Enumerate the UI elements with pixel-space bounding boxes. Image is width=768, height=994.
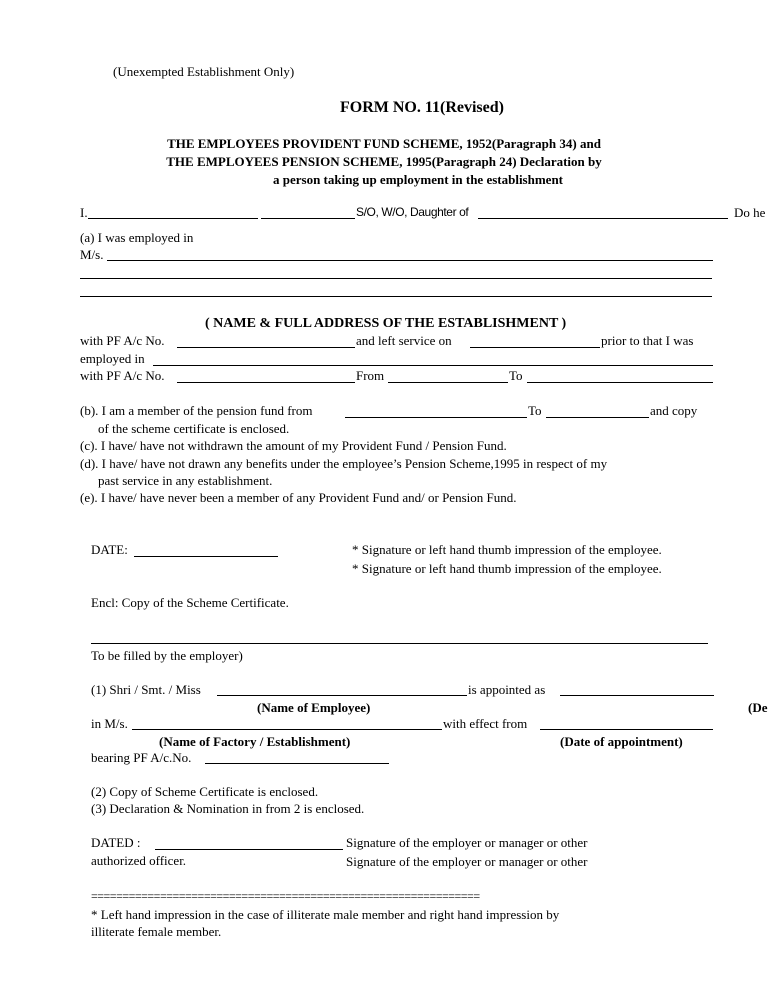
authorized-officer-label: authorized officer. [91, 853, 187, 868]
effect-from-label: with effect from [443, 716, 528, 731]
form-title: FORM NO. 11(Revised) [340, 99, 504, 116]
employer-item-2: (2) Copy of Scheme Certificate is enclosed. [91, 784, 319, 799]
appointment-date-caption: (Date of appointment) [560, 734, 683, 749]
shri-label: (1) Shri / Smt. / Miss [91, 682, 201, 697]
designation-caption: (De [748, 700, 768, 715]
appointment-date-field[interactable] [540, 729, 713, 730]
i-label: I. [80, 205, 88, 220]
decl-b-line-1: (b). I am a member of the pension fund from [80, 403, 313, 418]
establishment-name-field[interactable] [107, 260, 713, 261]
pension-from-field[interactable] [345, 417, 527, 418]
employer-signature-1: Signature of the employer or manager or other [346, 835, 588, 850]
decl-b-to: To [528, 403, 542, 418]
date-label: DATE: [91, 542, 128, 557]
previous-employer-field[interactable] [153, 365, 713, 366]
establishment-caption: ( NAME & FULL ADDRESS OF THE ESTABLISHMENT ) [205, 316, 567, 331]
subtitle-line-2: THE EMPLOYEES PENSION SCHEME, 1995(Paragraph 24) Declaration by [166, 154, 602, 169]
unexempted-note: (Unexempted Establishment Only) [113, 64, 295, 79]
subtitle-line-3: a person taking up employment in the establishment [273, 172, 563, 187]
decl-c: (c). I have/ have not withdrawn the amount of my Provident Fund / Pension Fund. [80, 438, 507, 453]
to-date-field[interactable] [527, 382, 713, 383]
to-label: To [509, 368, 523, 383]
footer-note-line-1: * Left hand impression in the case of illiterate male member and right hand impression by [91, 907, 560, 922]
employer-signature-2: Signature of the employer or manager or other [346, 854, 588, 869]
relation-label: S/O, W/O, Daughter of [356, 205, 469, 219]
pf-ac-label: with PF A/c No. [80, 333, 165, 348]
employee-name-field-2[interactable] [261, 218, 355, 219]
decl-d-line-1: (d). I have/ have not drawn any benefits under the employee’s Pension Scheme,1995 in respect of my [80, 456, 608, 471]
pf-account-field[interactable] [177, 347, 355, 348]
employed-in-2-label: employed in [80, 351, 145, 366]
enclosure-note: Encl: Copy of the Scheme Certificate. [91, 595, 289, 610]
employee-signature-1: * Signature or left hand thumb impression of the employee. [352, 542, 662, 557]
pension-to-field[interactable] [546, 417, 649, 418]
employer-item-3: (3) Declaration & Nomination in from 2 is enclosed. [91, 801, 365, 816]
bearing-pf-label: bearing PF A/c.No. [91, 750, 192, 765]
pf-ac-label-2: with PF A/c No. [80, 368, 165, 383]
decl-b-copy: and copy [650, 403, 698, 418]
decl-e: (e). I have/ have never been a member of any Provident Fund and/ or Pension Fund. [80, 490, 517, 505]
factory-caption: (Name of Factory / Establishment) [159, 734, 351, 749]
in-ms-label: in M/s. [91, 716, 128, 731]
establishment-address-line-2[interactable] [80, 296, 712, 297]
left-service-label: and left service on [356, 333, 452, 348]
name-of-employee-caption: (Name of Employee) [257, 700, 371, 715]
ms-label: M/s. [80, 247, 104, 262]
prior-to-label: prior to that I was [601, 333, 694, 348]
footer-note-line-2: illiterate female member. [91, 924, 222, 939]
do-hereby-label: Do he [734, 205, 766, 220]
from-date-field[interactable] [388, 382, 508, 383]
employer-heading: To be filled by the employer) [91, 648, 243, 663]
employee-name-field[interactable] [88, 218, 258, 219]
establishment-address-line-1[interactable] [80, 278, 712, 279]
dated-label: DATED : [91, 835, 141, 850]
employee-name-employer-field[interactable] [217, 695, 467, 696]
subtitle-line-1: THE EMPLOYEES PROVIDENT FUND SCHEME, 1952(Paragraph 34) and [167, 136, 601, 151]
father-name-field[interactable] [478, 218, 728, 219]
factory-name-field[interactable] [132, 729, 442, 730]
decl-d-line-2: past service in any establishment. [98, 473, 273, 488]
employer-pf-account-field[interactable] [205, 763, 389, 764]
left-service-date-field[interactable] [470, 347, 600, 348]
dated-field[interactable] [155, 849, 343, 850]
from-label: From [356, 368, 385, 383]
section-divider [91, 643, 708, 644]
footer-separator: ============================================================== [91, 889, 480, 903]
pf-account-2-field[interactable] [177, 382, 355, 383]
decl-b-line-2: of the scheme certificate is enclosed. [98, 421, 290, 436]
employed-in-label: (a) I was employed in [80, 230, 194, 245]
date-field[interactable] [134, 556, 278, 557]
designation-field[interactable] [560, 695, 714, 696]
employee-signature-2: * Signature or left hand thumb impression of the employee. [352, 561, 662, 576]
appointed-as-label: is appointed as [468, 682, 546, 697]
